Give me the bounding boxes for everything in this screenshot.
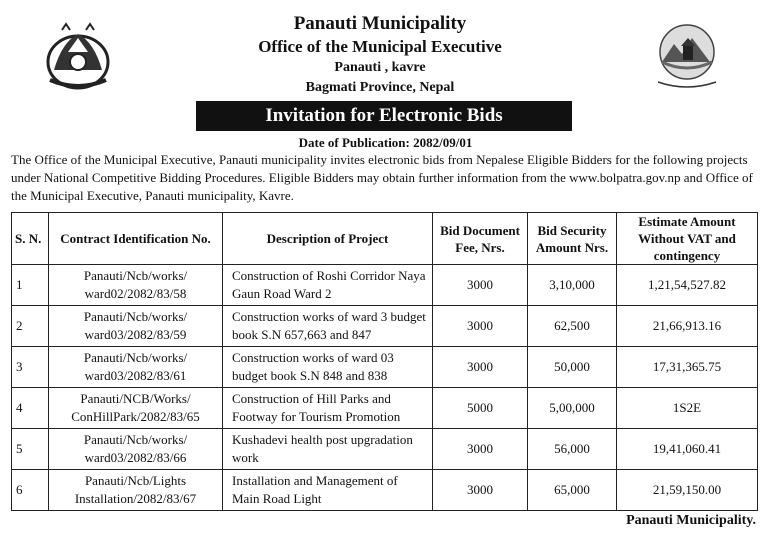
cell-estimate: 21,66,913.16 bbox=[617, 306, 758, 347]
cell-estimate: 21,59,150.00 bbox=[617, 470, 758, 511]
header-sn: S. N. bbox=[12, 213, 49, 265]
panauti-municipality-logo bbox=[652, 22, 722, 90]
header-contract-id: Contract Identification No. bbox=[49, 213, 223, 265]
cell-bid-fee: 3000 bbox=[433, 347, 528, 388]
cell-contract-id: Panauti/Ncb/works/ ward02/2082/83/58 bbox=[49, 265, 223, 306]
cell-sn: 3 bbox=[12, 347, 49, 388]
publication-date: Date of Publication: 2082/09/01 bbox=[298, 135, 473, 150]
table-row bbox=[12, 470, 758, 511]
signature: Panauti Municipality. bbox=[626, 513, 756, 528]
header-description: Description of Project bbox=[223, 213, 433, 265]
cell-bid-security: 65,000 bbox=[528, 470, 617, 511]
table-row bbox=[12, 388, 758, 429]
cell-description: Construction works of ward 03 budget book S.N 848 and 838 bbox=[223, 347, 433, 388]
notice-title-banner: Invitation for Electronic Bids bbox=[196, 101, 572, 131]
cell-sn: 5 bbox=[12, 429, 49, 470]
cell-bid-security: 50,000 bbox=[528, 347, 617, 388]
header-estimate: Estimate Amount Without VAT and contingency bbox=[617, 213, 758, 265]
table-row bbox=[12, 306, 758, 347]
cell-contract-id: Panauti/Ncb/works/ ward03/2082/83/61 bbox=[49, 347, 223, 388]
cell-bid-fee: 3000 bbox=[433, 429, 528, 470]
location-line: Panauti , kavre bbox=[334, 60, 426, 75]
table-row bbox=[12, 429, 758, 470]
cell-contract-id: Panauti/Ncb/works/ ward03/2082/83/66 bbox=[49, 429, 223, 470]
cell-estimate: 17,31,365.75 bbox=[617, 347, 758, 388]
header-bid-security: Bid Security Amount Nrs. bbox=[528, 213, 617, 265]
cell-contract-id: Panauti/Ncb/Lights Installation/2082/83/67 bbox=[49, 470, 223, 511]
table-header-row bbox=[12, 213, 758, 265]
cell-description: Construction of Hill Parks and Footway for Tourism Promotion bbox=[223, 388, 433, 429]
cell-bid-security: 62,500 bbox=[528, 306, 617, 347]
cell-bid-security: 3,10,000 bbox=[528, 265, 617, 306]
table-row bbox=[12, 265, 758, 306]
cell-description: Kushadevi health post upgradation work bbox=[223, 429, 433, 470]
cell-bid-security: 56,000 bbox=[528, 429, 617, 470]
cell-contract-id: Panauti/Ncb/works/ ward03/2082/83/59 bbox=[49, 306, 223, 347]
cell-bid-fee: 5000 bbox=[433, 388, 528, 429]
province-line: Bagmati Province, Nepal bbox=[305, 80, 455, 95]
intro-paragraph: The Office of the Municipal Executive, Panauti municipality invites electronic bids from Nepalese Eligible Bidders for the following projects under National Competitive Bidding Procedures. Eligible Bidders may obtain further information from the www.bolpatra.gov.np and Office of the Municipal Executive, Panauti municipality, Kavre. bbox=[11, 152, 753, 203]
cell-contract-id: Panauti/NCB/Works/ ConHillPark/2082/83/65 bbox=[49, 388, 223, 429]
cell-sn: 1 bbox=[12, 265, 49, 306]
table-row bbox=[12, 347, 758, 388]
cell-bid-security: 5,00,000 bbox=[528, 388, 617, 429]
municipality-name: Panauti Municipality bbox=[293, 13, 467, 34]
cell-sn: 4 bbox=[12, 388, 49, 429]
cell-estimate: 1,21,54,527.82 bbox=[617, 265, 758, 306]
cell-description: Construction works of ward 3 budget book S.N 657,663 and 847 bbox=[223, 306, 433, 347]
nepal-government-emblem bbox=[42, 22, 114, 92]
office-name: Office of the Municipal Executive bbox=[258, 37, 502, 56]
cell-bid-fee: 3000 bbox=[433, 265, 528, 306]
cell-bid-fee: 3000 bbox=[433, 470, 528, 511]
bids-table bbox=[11, 212, 758, 511]
cell-description: Installation and Management of Main Road Light bbox=[223, 470, 433, 511]
cell-bid-fee: 3000 bbox=[433, 306, 528, 347]
cell-description: Construction of Roshi Corridor Naya Gaun Road Ward 2 bbox=[223, 265, 433, 306]
header bbox=[150, 12, 610, 98]
header-bid-fee: Bid Document Fee, Nrs. bbox=[433, 213, 528, 265]
cell-sn: 6 bbox=[12, 470, 49, 511]
cell-estimate: 1S2E bbox=[617, 388, 758, 429]
cell-estimate: 19,41,060.41 bbox=[617, 429, 758, 470]
cell-sn: 2 bbox=[12, 306, 49, 347]
